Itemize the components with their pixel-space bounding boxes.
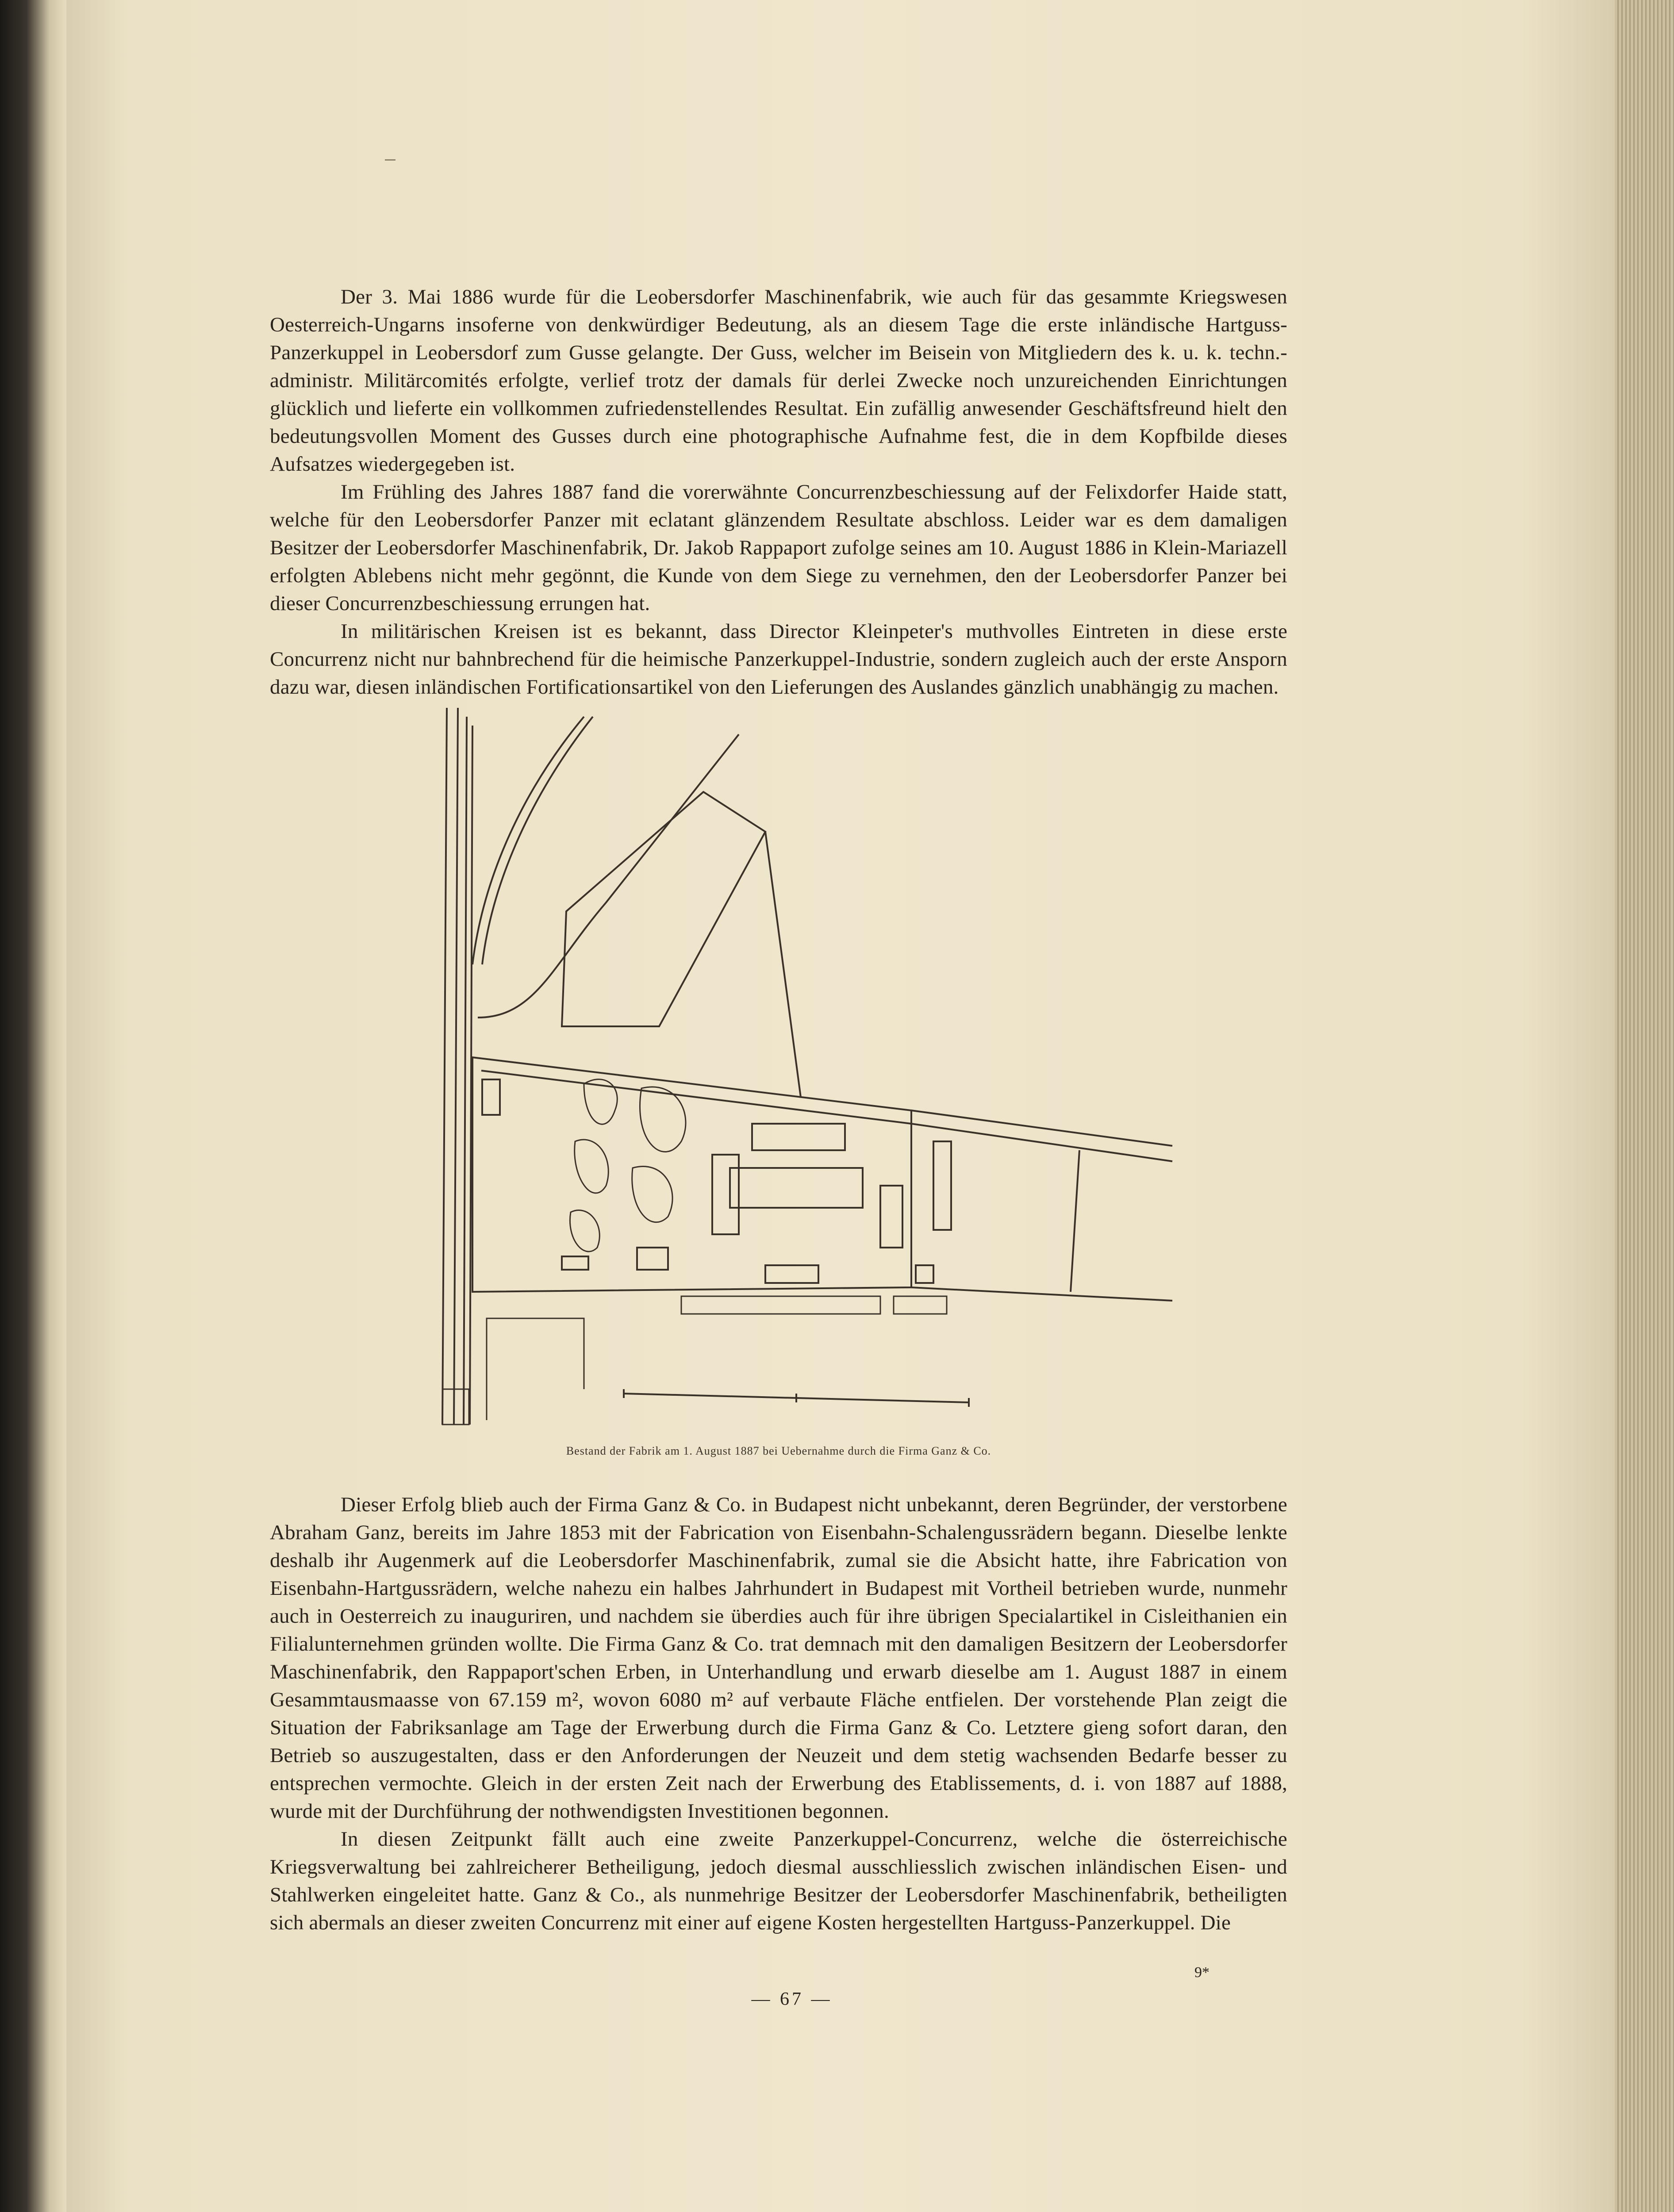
page-stack-edge xyxy=(1615,0,1674,2212)
signature-mark: 9* xyxy=(1194,1964,1209,1981)
top-text-block xyxy=(270,283,1287,701)
railway-tracks xyxy=(442,708,472,1425)
paragraph-top-2: Im Frühling des Jahres 1887 fand die vorerwähnte Concurrenzbeschiessung auf der Felixdorfer Haide statt, welche für den Leobersdorfer Panzer mit eclatant glänzendem Resultate abschloss. Leider war es dem damaligen Besitzer der Leobersdorfer Maschinenfabrik, Dr. Jakob Rappaport zufolge seines am 10. August 1886 in Klein-Mariazell erfolgten Ablebens nicht mehr gegönnt, die Kunde von dem Siege zu vernehmen, den der Leobersdorfer Panzer bei dieser Concurrenzbeschiessung errungen hat. xyxy=(270,480,1287,615)
paragraph-top-1: Der 3. Mai 1886 wurde für die Leobersdorfer Maschinenfabrik, wie auch für das gesammte Kriegswesen Oesterreich-Ungarns insoferne von denkwürdiger Bedeutung, als an diesem Tage die erste inländische Hartguss-Panzerkuppel in Leobersdorf zum Gusse gelangte. Der Guss, welcher im Beisein von Mitgliedern des k. u. k. techn.-administr. Militärcomités erfolgte, verlief trotz der damals für derlei Zwecke noch unzureichenden Einrichtungen glücklich und lieferte ein vollkommen zufriedenstellendes Resultat. Ein zufällig anwesender Geschäftsfreund hielt den bedeutungsvollen Moment des Gusses durch eine photographische Aufnahme fest, die in dem Kopfbilde dieses Aufsatzes wiedergegeben ist. xyxy=(270,285,1287,476)
inner-wall xyxy=(481,1071,911,1124)
scale-bar xyxy=(624,1389,969,1407)
north-parcel xyxy=(562,792,765,1026)
garden-paths xyxy=(570,1079,686,1252)
paragraph-bottom-2: In diesen Zeitpunkt fällt auch eine zweite Panzerkuppel-Concurrenz, welche die österreichische Kriegsverwaltung bei zahlreicherer Betheiligung, jedoch diesmal ausschliesslich zwischen inländischen Eisen- und Stahlwerken eingeleitet hatte. Ganz & Co., als nunmehrige Besitzer der Leobersdorfer Maschinenfabrik, betheiligten sich abermals an dieser zweiten Concurrenz mit einer auf eigene Kosten hergestellten Hartguss-Panzerkuppel. Die xyxy=(270,1828,1287,1934)
site-plan-drawing xyxy=(376,699,1181,1442)
stray-mark xyxy=(385,159,395,161)
factory-enclosure xyxy=(472,1057,911,1292)
paragraph-bottom-1: Dieser Erfolg blieb auch der Firma Ganz & Co. in Budapest nicht unbekannt, deren Begründer, der verstorbene Abraham Ganz, bereits im Jahre 1853 mit der Fabrication von Eisenbahn-Schalengussrädern begann. Dieselbe lenkte deshalb ihr Augenmerk auf die Leobersdorfer Maschinenfabrik, zumal sie die Absicht hatte, ihre Fabrication von Eisenbahn-Hartgussrädern, welche nahezu ein halbes Jahrhundert in Budapest mit Vortheil betrieben wurde, nunmehr auch in Oesterreich zu inauguriren, und nachdem sie überdies auch für ihre übrigen Specialartikel in Cisleithanien ein Filialunternehmen gründen wollte. Die Firma Ganz & Co. trat demnach mit den damaligen Besitzern der Leobersdorfer Maschinenfabrik, den Rappaport'schen Erben, in Unterhandlung und erwarb dieselbe am 1. August 1887 in einem Gesammtausmaasse von 67.159 m², wovon 6080 m² auf verbaute Fläche entfielen. Der vorstehende Plan zeigt die Situation der Fabriksanlage am Tage der Erwerbung durch die Firma Ganz & Co. Letztere gieng sofort daran, den Betrieb so auszugestalten, dass er den Anforderungen der Neuzeit und dem stetig wachsenden Bedarfe besser zu entsprechen vermochte. Gleich in der ersten Zeit nach der Erwerbung des Etablissements, d. i. von 1887 auf 1888, wurde mit der Durchführung der nothwendigsten Investitionen begonnen. xyxy=(270,1493,1287,1823)
book-binding-gutter xyxy=(0,0,66,2212)
paragraph-top-3: In militärischen Kreisen ist es bekannt, dass Director Kleinpeter's muthvolles Eintreten in diese erste Concurrenz nicht nur bahnbrechend für die heimische Panzerkuppel-Industrie, sondern zugleich auch der erste Ansporn dazu war, diesen inländischen Fortificationsartikel von den Lieferungen des Auslandes gänzlich unabhängig zu machen. xyxy=(270,620,1287,699)
bottom-text-block xyxy=(270,1491,1287,1937)
page-number: — 67 — xyxy=(751,1989,833,2009)
boundary-line xyxy=(765,832,801,1097)
factory-site-plan xyxy=(376,699,1181,1442)
figure-caption: Bestand der Fabrik am 1. August 1887 bei Uebernahme durch die Firma Ganz & Co. xyxy=(566,1444,991,1457)
factory-buildings xyxy=(482,1079,951,1283)
southern-buildings xyxy=(442,1296,947,1425)
curved-siding xyxy=(472,717,739,1018)
